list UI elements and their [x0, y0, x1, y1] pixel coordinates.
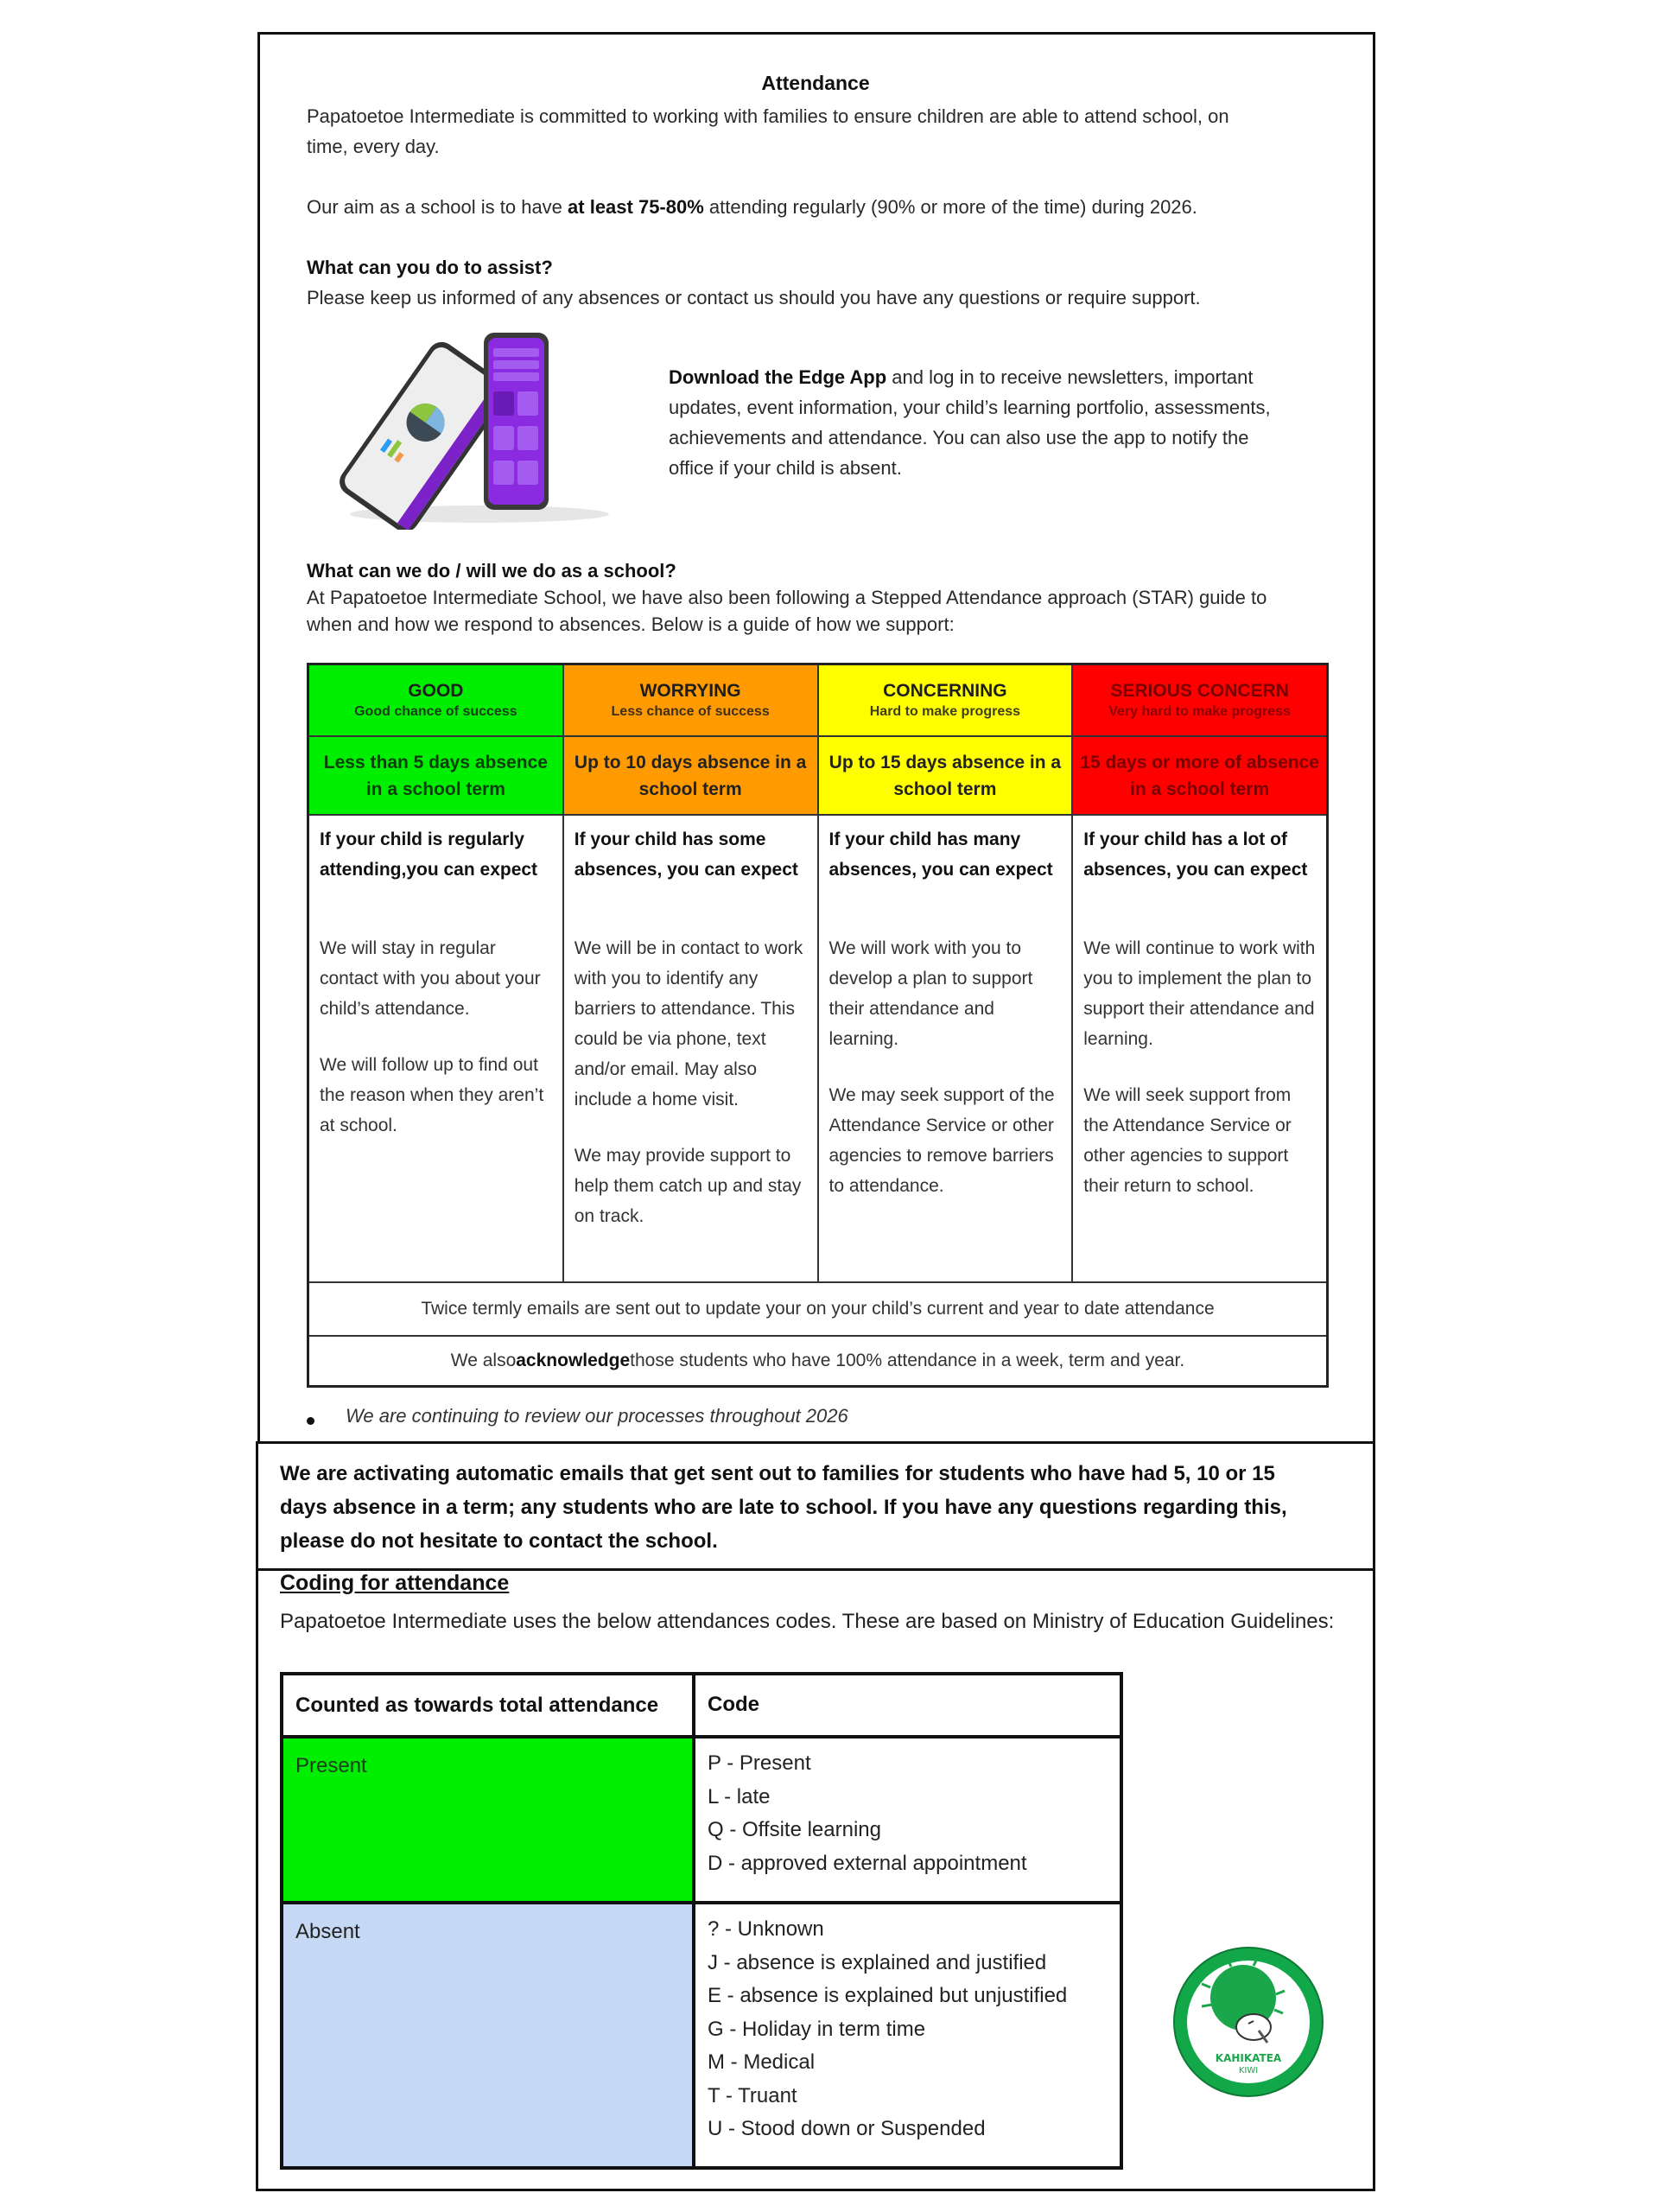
expect-good — [309, 816, 564, 1283]
expect-lead: If your child has a lot of absences, you can expect — [1083, 830, 1308, 880]
coding-heading: Coding for attendance — [280, 1571, 510, 1595]
codes-col2-header: Code — [708, 1693, 759, 1717]
expect-para: We will seek support from the Attendance Service or other agencies to support their return to school. — [1083, 1085, 1292, 1196]
code-item: D - approved external appointment — [708, 1851, 1027, 1875]
bullet-icon — [307, 1417, 314, 1425]
termly-emails-row: Twice termly emails are sent out to update your on your child’s current and year to date attendance — [309, 1283, 1326, 1337]
level-subtitle: Hard to make progress — [869, 703, 1021, 719]
category-absent: Absent — [283, 1904, 695, 2166]
codes-absent-list — [695, 1904, 1120, 2166]
intro-text-line1: Papatoetoe Intermediate is committed to working with families to ensure children are able to attend school, on — [307, 105, 1229, 127]
attendance-codes-table — [280, 1672, 1123, 2170]
star-days-row — [309, 737, 1326, 816]
star-attendance-table — [307, 663, 1329, 1388]
kahikatea-kiwi-logo — [1171, 1944, 1326, 2100]
email-notice-line1: We are activating automatic emails that get sent out to families for students who have had 5, 10 or 15 — [280, 1462, 1275, 1485]
codes-present-list — [695, 1738, 1120, 1901]
school-heading: What can we do / will we do as a school? — [307, 560, 676, 582]
level-label: WORRYING — [639, 680, 741, 701]
expect-para: We may provide support to help them catch up and stay on track. — [574, 1146, 802, 1226]
level-label: GOOD — [408, 680, 464, 701]
code-item: M - Medical — [708, 2050, 816, 2074]
code-item: Q - Offsite learning — [708, 1818, 881, 1841]
review-bullet — [346, 1405, 848, 1427]
codes-header-row — [283, 1675, 1120, 1738]
edge-app-link: Download the Edge App — [669, 366, 887, 388]
aim-text: Our aim as a school is to have at least 75-80% attending regularly (90% or more of the time) during 2026. — [307, 196, 1197, 218]
codes-col1-header: Counted as towards total attendance — [283, 1675, 695, 1735]
expect-para: We will work with you to develop a plan to support their attendance and learning. — [828, 938, 1033, 1049]
days-serious-concern: 15 days or more of absence in a school term — [1073, 737, 1326, 816]
expect-worrying — [564, 816, 819, 1283]
page-title: Attendance — [761, 72, 870, 94]
code-item: E - absence is explained but unjustified — [708, 1984, 1068, 2007]
phone-app-image — [333, 331, 652, 530]
svg-text:KAHIKATEA: KAHIKATEA — [1215, 2052, 1282, 2064]
code-item: L - late — [708, 1784, 771, 1808]
aim-highlight: at least 75-80% — [568, 196, 704, 218]
expect-para: We will be in contact to work with you to identify any barriers to attendance. This could be via phone, text and/or email. May also include a home visit. — [574, 938, 803, 1109]
coding-text: Papatoetoe Intermediate uses the below attendances codes. These are based on Ministry of Education Guidelines: — [280, 1610, 1335, 1633]
acknowledge-bold: acknowledge — [516, 1351, 631, 1370]
expect-para: We will stay in regular contact with you about your child’s attendance. — [320, 938, 541, 1019]
codes-row-absent — [283, 1904, 1120, 2166]
level-subtitle: Very hard to make progress — [1108, 703, 1291, 719]
email-notice-line3: please do not hesitate to contact the school. — [280, 1529, 718, 1553]
days-good: Less than 5 days absence in a school term — [309, 737, 564, 816]
expect-lead: If your child has many absences, you can expect — [828, 830, 1053, 880]
expect-para: We may seek support of the Attendance Service or other agencies to remove barriers to attendance. — [828, 1085, 1055, 1196]
code-item: U - Stood down or Suspended — [708, 2117, 986, 2140]
star-level-row — [309, 665, 1326, 737]
review-bullet-text: We are continuing to review our processes throughout 2026 — [346, 1405, 848, 1427]
days-concerning: Up to 15 days absence in a school term — [819, 737, 1074, 816]
level-label: CONCERNING — [883, 680, 1007, 701]
email-notice-line2: days absence in a term; any students who are late to school. If you have any questions regarding this, — [280, 1496, 1287, 1519]
codes-row-present — [283, 1738, 1120, 1904]
days-worrying: Up to 10 days absence in a school term — [564, 737, 819, 816]
level-worrying — [564, 665, 819, 737]
code-item: ? - Unknown — [708, 1917, 824, 1941]
edge-app-line3: achievements and attendance. You can also use the app to notify the — [669, 427, 1249, 448]
expect-para: We will follow up to find out the reason when they aren’t at school. — [320, 1055, 544, 1135]
expect-lead: If your child has some absences, you can expect — [574, 830, 798, 880]
level-good — [309, 665, 564, 737]
expect-serious-concern — [1073, 816, 1326, 1283]
star-expect-row — [309, 816, 1326, 1283]
code-item: J - absence is explained and justified — [708, 1950, 1047, 1974]
expect-lead: If your child is regularly attending,you can expect — [320, 830, 538, 880]
intro-text-line2: time, every day. — [307, 136, 440, 157]
svg-text:KIWI: KIWI — [1238, 2066, 1259, 2075]
edge-app-line1: Download the Edge App and log in to receive newsletters, important — [669, 366, 1254, 388]
code-item: P - Present — [708, 1751, 811, 1775]
level-subtitle: Good chance of success — [354, 703, 517, 719]
code-item: G - Holiday in term time — [708, 2017, 926, 2041]
edge-app-line2: updates, event information, your child’s learning portfolio, assessments, — [669, 397, 1271, 418]
school-text-line2: when and how we respond to absences. Below is a guide of how we support: — [307, 613, 955, 635]
assist-heading: What can you do to assist? — [307, 257, 553, 278]
level-serious-concern — [1073, 665, 1326, 737]
assist-text: Please keep us informed of any absences or contact us should you have any questions or require support. — [307, 287, 1201, 308]
expect-concerning — [819, 816, 1074, 1283]
category-present: Present — [283, 1738, 695, 1901]
email-notice — [280, 1457, 1360, 1558]
acknowledge-row: We also acknowledge those students who have 100% attendance in a week, term and year. — [450, 1351, 1185, 1370]
expect-para: We will continue to work with you to implement the plan to support their attendance and learning. — [1083, 938, 1316, 1049]
level-concerning — [819, 665, 1074, 737]
level-label: SERIOUS CONCERN — [1110, 680, 1289, 701]
code-item: T - Truant — [708, 2083, 797, 2107]
edge-app-line4: office if your child is absent. — [669, 457, 902, 479]
level-subtitle: Less chance of success — [611, 703, 770, 719]
school-text-line1: At Papatoetoe Intermediate School, we have also been following a Stepped Attendance approach (STAR) guide to — [307, 587, 1267, 608]
